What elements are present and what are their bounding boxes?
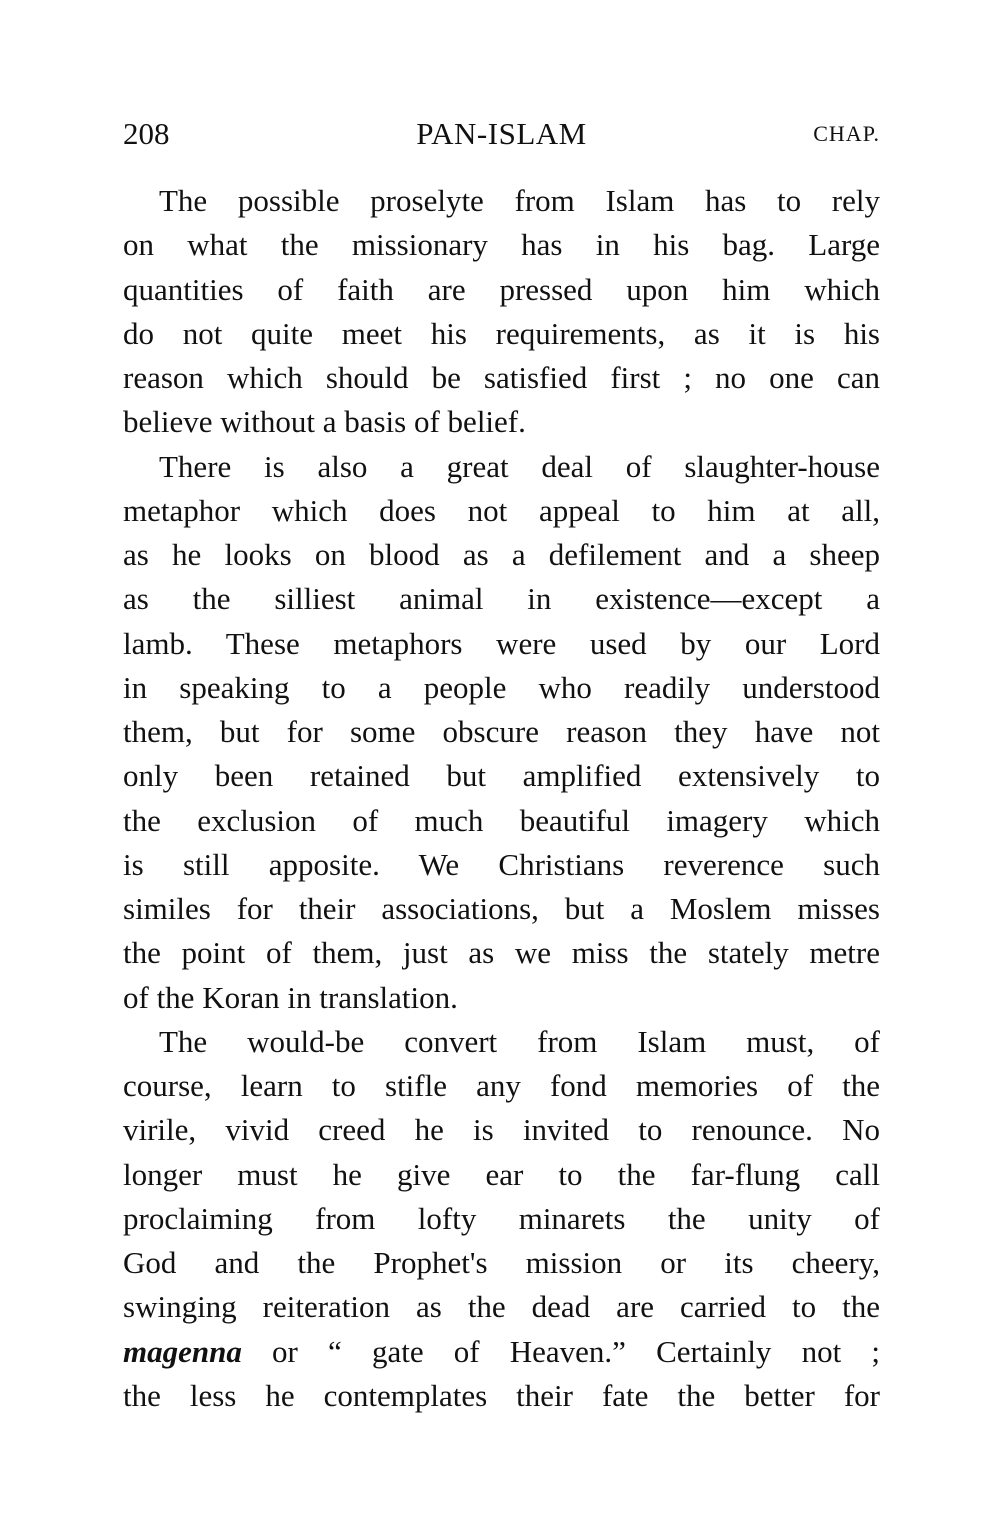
chapter-label: CHAP. <box>813 121 880 146</box>
book-title: PAN-ISLAM <box>416 116 587 151</box>
text-line: metaphor which does not appeal to him at all, <box>123 492 880 528</box>
text-line: as the silliest animal in existence—except a <box>123 581 880 617</box>
text-line: on what the missionary has in his bag. Large <box>123 227 880 263</box>
text-line: proclaiming from lofty minarets the unity of <box>123 1200 880 1236</box>
text-line: do not quite meet his requirements, as it is his <box>123 315 880 351</box>
page-number: 208 <box>123 116 170 151</box>
text-line: longer must he give ear to the far-flung call <box>123 1156 880 1192</box>
text-line: reason which should be satisfied first ; no one can <box>123 360 880 395</box>
text-line: swinging reiteration as the dead are carried to the <box>123 1289 880 1325</box>
text-line: course, learn to stifle any fond memories of the <box>123 1068 880 1103</box>
italic-term: magenna <box>123 1333 242 1369</box>
text-line: God and the Prophet's mission or its cheery, <box>123 1245 880 1280</box>
text-line: as he looks on blood as a defilement and a sheep <box>123 537 880 572</box>
text-line: virile, vivid creed he is invited to renounce. No <box>123 1112 880 1148</box>
text-line: the point of them, just as we miss the stately metre <box>123 935 880 971</box>
text-line: similes for their associations, but a Moslem misses <box>123 891 880 926</box>
text-line: The would-be convert from Islam must, of <box>159 1023 880 1059</box>
body-text <box>123 179 880 1418</box>
text-line: is still apposite. We Christians reverence such <box>123 846 880 882</box>
line-remainder: or “ gate of Heaven.” Certainly not ; <box>241 1333 880 1369</box>
text-line: the less he contemplates their fate the better for <box>123 1377 880 1413</box>
paragraph-2 <box>123 445 880 1020</box>
text-line: believe without a basis of belief. <box>123 404 526 440</box>
text-line: quantities of faith are pressed upon him which <box>123 271 880 307</box>
text-line: The possible proselyte from Islam has to rely <box>159 183 880 218</box>
text-line: only been retained but amplified extensively to <box>123 758 880 794</box>
running-head <box>123 112 880 156</box>
paragraph-3 <box>123 1020 880 1418</box>
text-line: them, but for some obscure reason they have not <box>123 714 880 749</box>
text-line: lamb. These metaphors were used by our Lord <box>123 625 880 661</box>
text-line: There is also a great deal of slaughter-house <box>159 448 880 484</box>
text-line: of the Koran in translation. <box>123 979 458 1015</box>
text-line-with-italic <box>123 1330 880 1374</box>
text-line: in speaking to a people who readily understood <box>123 669 880 705</box>
text-line: the exclusion of much beautiful imagery which <box>123 802 880 838</box>
paragraph-1 <box>123 179 880 445</box>
book-page <box>123 112 880 1418</box>
